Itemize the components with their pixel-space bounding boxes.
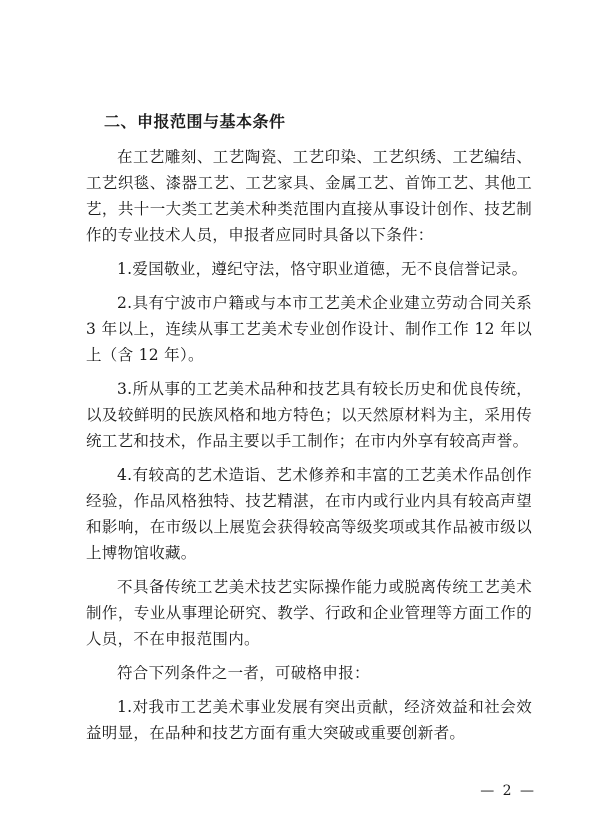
document-body [86,112,532,754]
paragraph-exception-1: 1.对我市工艺美术事业发展有突出贡献，经济效益和社会效益明显，在品种和技艺方面有重大突破或重要创新者。 [86,698,532,742]
paragraph-condition-2: 2.具有宁波市户籍或与本市工艺美术企业建立劳动合同关系 3 年以上，连续从事工艺美术专业创作设计、制作工作 12 年以上（含 12 年）。 [86,294,532,364]
paragraph-intro: 在工艺雕刻、工艺陶瓷、工艺印染、工艺织绣、工艺编结、工艺织毯、漆器工艺、工艺家具、金属工艺、首饰工艺、其他工艺，共十一大类工艺美术种类范围内直接从事设计创作、技艺制作的专业技术人员，申报者应同时具备以下条件： [86,148,532,244]
paragraph-condition-3: 3.所从事的工艺美术品种和技艺具有较长历史和优良传统，以及较鲜明的民族风格和地方特色；以天然原材料为主，采用传统工艺和技术，作品主要以手工制作；在市内外享有较高声誉。 [86,380,532,450]
page-number: — 2 — [480,783,536,799]
section-heading: 二、申报范围与基本条件 [104,112,286,131]
paragraph-exclusion: 不具备传统工艺美术技艺实际操作能力或脱离传统工艺美术制作，专业从事理论研究、教学、行政和企业管理等方面工作的人员，不在申报范围内。 [86,578,532,648]
paragraph-exception-intro: 符合下列条件之一者，可破格申报： [117,664,370,682]
paragraph-condition-1: 1.爱国敬业，遵纪守法，恪守职业道德，无不良信誉记录。 [117,260,528,278]
paragraph-condition-4: 4.有较高的艺术造诣、艺术修养和丰富的工艺美术作品创作经验，作品风格独特、技艺精湛，在市内或行业内具有较高声望和影响，在市级以上展览会获得较高等级奖项或其作品被市级以上博物馆收藏。 [86,466,532,562]
